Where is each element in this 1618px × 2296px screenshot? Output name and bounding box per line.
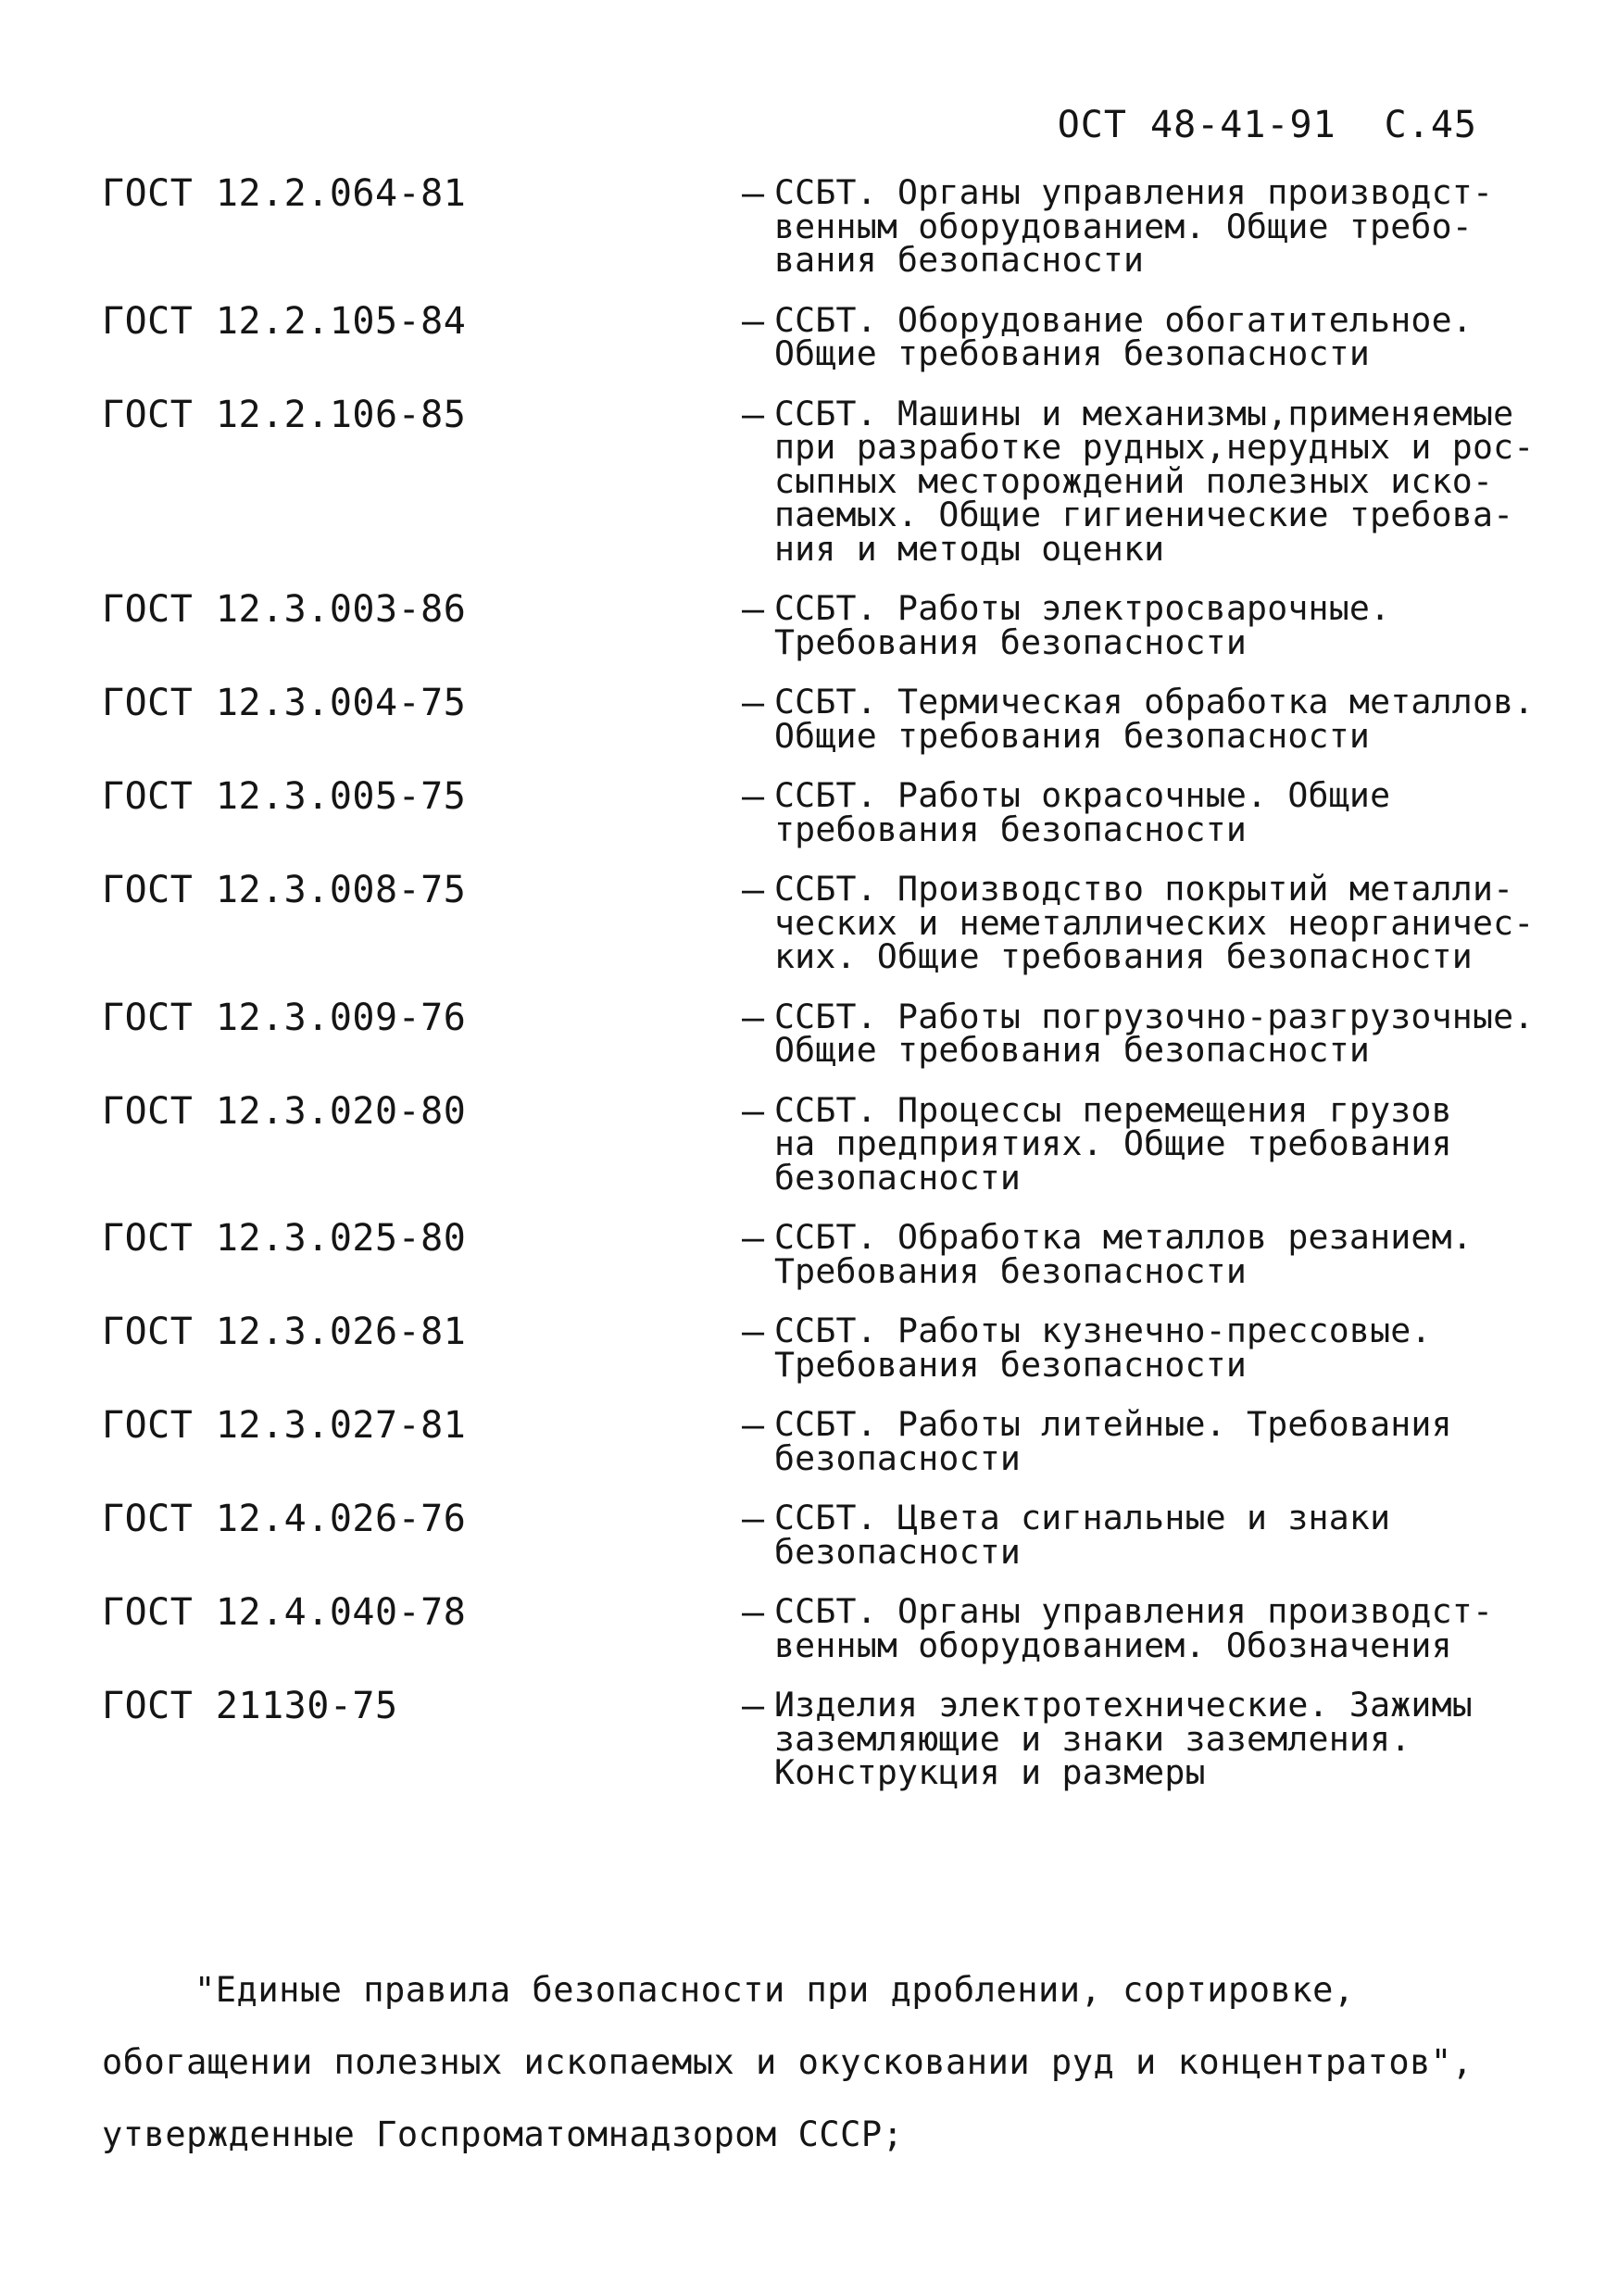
standard-code: ГОСТ 12.3.020-80: [102, 1089, 467, 1133]
standard-description: ССБТ. Работы окрасочные. Общие требования безопасности: [774, 775, 1391, 849]
standard-code: ГОСТ 12.3.025-80: [102, 1217, 467, 1260]
document-code: ОСТ 48-41-91: [1057, 104, 1336, 146]
standard-description: ССБТ. Оборудование обогатительное. Общие требования безопасности: [774, 299, 1473, 373]
dash: –: [741, 1591, 765, 1634]
dash: –: [741, 1311, 765, 1353]
reference-row: [102, 1498, 1547, 1572]
standard-code: ГОСТ 21130-75: [102, 1685, 398, 1727]
dash: –: [741, 1217, 765, 1260]
standard-description: ССБТ. Работы погрузочно-разгрузочные. Общие требования безопасности: [774, 996, 1535, 1070]
dash: –: [741, 996, 765, 1039]
dash: –: [741, 682, 765, 724]
standard-code: ГОСТ 12.4.026-76: [102, 1498, 467, 1540]
standard-code: ГОСТ 12.3.027-81: [102, 1404, 467, 1447]
reference-row: [102, 775, 1547, 849]
standard-code: ГОСТ 12.3.005-75: [102, 775, 467, 818]
standard-description: ССБТ. Обработка металлов резанием. Требования безопасности: [774, 1217, 1473, 1291]
page-header: [1058, 104, 1477, 146]
dash: –: [741, 299, 765, 343]
reference-row: [102, 1311, 1547, 1385]
standard-description: ССБТ. Производство покрытий металли- ческих и неметаллических неорганичес- ких. Общие требования безопасности: [774, 869, 1535, 976]
page-number: С.45: [1384, 104, 1477, 146]
reference-list: [102, 172, 1547, 1816]
standard-code: ГОСТ 12.3.026-81: [102, 1311, 467, 1353]
reference-row: [102, 869, 1547, 976]
standard-code: ГОСТ 12.2.064-81: [102, 172, 467, 215]
standard-code: ГОСТ 12.3.009-76: [102, 996, 467, 1039]
standard-description: ССБТ. Цвета сигнальные и знаки безопасности: [774, 1498, 1391, 1572]
standard-description: ССБТ. Работы электросварочные. Требования безопасности: [774, 588, 1391, 662]
standard-code: ГОСТ 12.2.105-84: [102, 299, 467, 343]
standard-description: ССБТ. Машины и механизмы,применяемые при разработке рудных,нерудных и рос- сыпных месторождений полезных иско- паемых. Общие гигиенические требова- ния и методы оценки: [774, 393, 1535, 569]
reference-row: [102, 1404, 1547, 1478]
dash: –: [741, 775, 765, 818]
standard-code: ГОСТ 12.2.106-85: [102, 393, 467, 436]
standard-code: ГОСТ 12.3.003-86: [102, 588, 467, 631]
dash: –: [741, 1498, 765, 1540]
dash: –: [741, 1404, 765, 1447]
dash: –: [741, 393, 765, 436]
reference-row: [102, 1089, 1547, 1198]
reference-row: [102, 1217, 1547, 1291]
standard-description: ССБТ. Работы литейные. Требования безопасности: [774, 1404, 1452, 1478]
standard-description: ССБТ. Термическая обработка металлов. Общие требования безопасности: [774, 682, 1535, 756]
reference-row: [102, 393, 1547, 569]
dash: –: [741, 1685, 765, 1727]
dash: –: [741, 172, 765, 215]
dash: –: [741, 588, 765, 631]
standard-description: ССБТ. Органы управления производст- венным оборудованием. Общие требо- вания безопасности: [774, 172, 1494, 280]
standard-description: ССБТ. Процессы перемещения грузов на предприятиях. Общие требования безопасности: [774, 1089, 1452, 1198]
standard-code: ГОСТ 12.4.040-78: [102, 1591, 467, 1634]
closing-paragraph: "Единые правила безопасности при дроблении, сортировке, обогащении полезных ископаемых и окусковании руд и концентратов", утвержденные Госпроматомнадзором СССР;: [102, 1970, 1474, 2154]
reference-row: [102, 299, 1547, 373]
standard-code: ГОСТ 12.3.004-75: [102, 682, 467, 724]
reference-row: [102, 1591, 1547, 1665]
reference-row: [102, 682, 1547, 756]
reference-row: [102, 172, 1547, 280]
standard-description: ССБТ. Работы кузнечно-прессовые. Требования безопасности: [774, 1311, 1432, 1385]
reference-row: [102, 996, 1547, 1070]
reference-row: [102, 1685, 1547, 1792]
standard-description: ССБТ. Органы управления производст- венным оборудованием. Обозначения: [774, 1591, 1494, 1665]
dash: –: [741, 869, 765, 911]
standard-code: ГОСТ 12.3.008-75: [102, 869, 467, 911]
reference-row: [102, 588, 1547, 662]
dash: –: [741, 1089, 765, 1133]
standard-description: Изделия электротехнические. Зажимы заземляющие и знаки заземления. Конструкция и размеры: [774, 1685, 1473, 1792]
